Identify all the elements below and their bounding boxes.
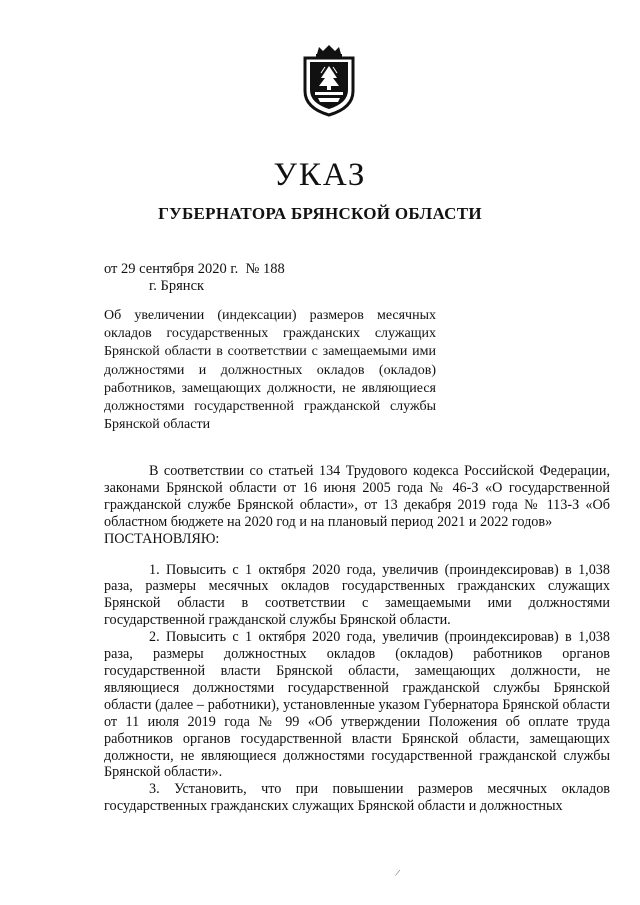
decree-body: [104, 463, 610, 815]
decree-item-1: 1. Повысить с 1 октября 2020 года, увеличив (проиндексировав) в 1,038 раза, размеры месячных окладов государственных гражданских служащих Брянской области в соответствии с замещаемыми ими должностями государственной гражданской службы Брянской области.: [104, 561, 610, 629]
document-subtitle: ГУБЕРНАТОРА БРЯНСКОЙ ОБЛАСТИ: [158, 204, 482, 223]
document-title: УКАЗ: [273, 157, 367, 193]
preamble-paragraph: В соответствии со статьей 134 Трудового кодекса Российской Федерации, законами Брянской области от 16 июня 2005 года № 46-З «О государственной гражданской службе Брянской области», от 13 декабря 2019 года № 113-З «Об областном бюджете на 2020 год и на плановый период 2021 и 2022 годов»: [104, 463, 610, 530]
stray-pen-mark: /: [394, 867, 401, 880]
coat-of-arms-icon: [301, 45, 357, 117]
decree-city: г. Брянск: [149, 278, 205, 294]
decree-date-number: от 29 сентября 2020 г. № 188: [104, 261, 285, 277]
decree-item-2: 2. Повысить с 1 октября 2020 года, увеличив (проиндексировав) в 1,038 раза, размеры должностных окладов (окладов) работников органов государственной власти Брянской области, замещающих должности, не являющиеся должностями государственной гражданской службы Брянской области (далее – работники), установленные указом Губернатора Брянской области от 11 июля 2019 года № 99 «Об утверждении Положения об оплате труда работников органов государственной власти Брянской области, замещающих должности, не являющиеся должностями государственной гражданской службы Брянской области».: [104, 629, 610, 781]
decree-item-3: 3. Установить, что при повышении размеров месячных окладов государственных гражданских служащих Брянской области и должностных: [104, 781, 610, 815]
decree-heading: Об увеличении (индексации) размеров месячных окладов государственных гражданских служащих Брянской области в соответствии с замещаемыми ими должностями и должностных окладов (окладов) работников, замещающих должности, не являющиеся должностями государственной гражданской службы Брянской области: [104, 308, 436, 433]
decree-word: ПОСТАНОВЛЯЮ:: [104, 530, 220, 547]
